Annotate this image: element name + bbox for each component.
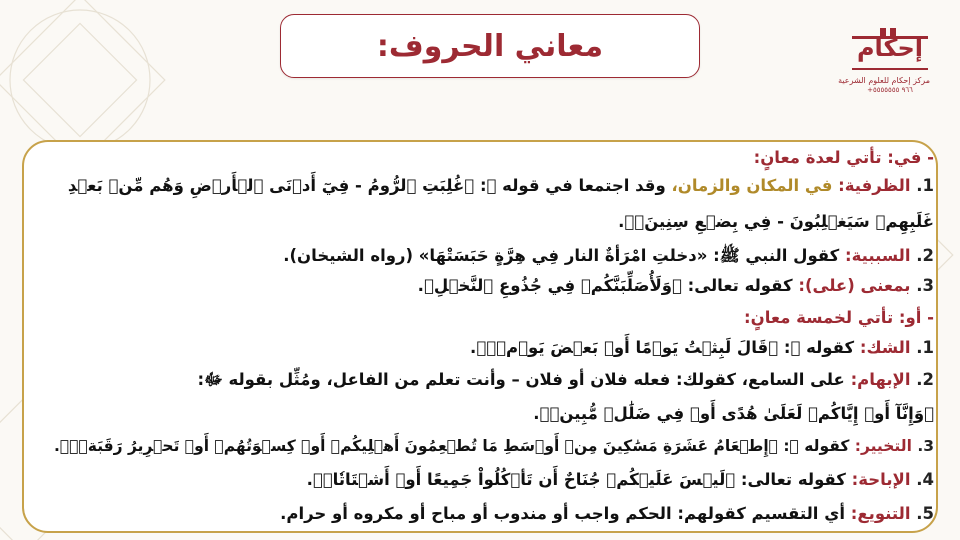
- section-heading-aw: - أو: تأتي لخمسة معانٍ:: [744, 308, 934, 327]
- title-box: [280, 14, 700, 78]
- item-number: 2.: [916, 246, 934, 265]
- list-item-fi-1-continuation: غَلَبِهِمۡ سَيَغۡلِبُونَ - فِي بِضۡعِ سِنِينَۗ﴾.: [618, 212, 934, 231]
- item-number: 3.: [917, 437, 934, 455]
- list-item-aw-2-continuation: ﴿وَإِنَّآ أَوۡ إِيَّاكُمۡ لَعَلَىٰ هُدًى أَوۡ فِي ضَلَٰلٖ مُّبِينٖ﴾.: [533, 404, 934, 423]
- item-text: كقوله تعالى: ﴿وَلَأُصَلِّبَنَّكُمۡ فِي جُذُوعِ ٱلنَّخۡلِ﴾.: [417, 276, 793, 295]
- list-item-aw-4: [307, 468, 934, 492]
- item-text: أي التقسيم كقولهم: الحكم واجب أو مندوب أو مباح أو مكروه أو حرام.: [280, 504, 845, 523]
- list-item-aw-1: [470, 336, 934, 360]
- item-number: 1.: [916, 176, 934, 195]
- item-text: وقد اجتمعا في قوله ﷻ: ﴿غُلِبَتِ ٱلرُّومُ - فِيٓ أَدۡنَى ٱلۡأَرۡضِ وَهُم مِّنۢ بَعۡدِ: [67, 176, 666, 195]
- item-number: 2.: [916, 370, 934, 389]
- item-text: كقوله ﷻ: ﴿إِطۡعَامُ عَشَرَةِ مَسَٰكِينَ مِنۡ أَوۡسَطِ مَا تُطۡعِمُونَ أَهۡلِيكُمۡ أَوۡ كِسۡوَتُهُمۡ أَوۡ تَحۡرِيرُ رَقَبَةٖۖ﴾.: [54, 437, 850, 455]
- item-text: كقول النبي ﷺ: «دخلتِ امْرَأةٌ النار فِي هِرَّةٍ حَبَسَتْهَا» (رواه الشيخان).: [283, 246, 840, 265]
- item-number: 3.: [916, 276, 934, 295]
- section-heading-fi: - في: تأتي لعدة معانٍ:: [753, 148, 934, 167]
- item-highlight: في المكان والزمان،: [671, 176, 833, 195]
- item-text: كقوله تعالى: ﴿لَيۡسَ عَلَيۡكُمۡ جُنَاحٌ أَن تَأۡكُلُواْ جَمِيعًا أَوۡ أَشۡتَاتٗاۚ﴾.: [306, 470, 846, 489]
- item-text: كقوله ﷻ: ﴿قَالَ لَبِثۡتُ يَوۡمًا أَوۡ بَعۡضَ يَوۡمٖۖ﴾.: [470, 338, 855, 357]
- item-label: الظرفية:: [838, 176, 911, 195]
- list-item-aw-3: [54, 434, 934, 458]
- logo-subtitle: مركز إحكام للعلوم الشرعية: [838, 76, 930, 85]
- item-number: 1.: [916, 338, 934, 357]
- list-item-aw-2: [197, 368, 934, 392]
- list-item-aw-5: [280, 502, 934, 526]
- list-item-fi-3: [418, 274, 934, 298]
- item-number: 5.: [916, 504, 934, 523]
- logo-number: +٩٦٦ ٥٥٥٥٥٥٥: [867, 86, 913, 94]
- item-label: الإبهام:: [850, 370, 911, 389]
- item-label: السببية:: [845, 246, 911, 265]
- logo-brand-text: إحكام: [856, 34, 924, 62]
- item-label: الشك:: [859, 338, 911, 357]
- list-item-fi-1: [68, 174, 934, 198]
- list-item-fi-2: [283, 244, 934, 268]
- item-label: الإباحة:: [851, 470, 911, 489]
- item-label: بمعنى (على):: [798, 276, 911, 295]
- item-number: 4.: [916, 470, 934, 489]
- item-label: التخيير:: [854, 437, 912, 455]
- item-label: التنويع:: [850, 504, 911, 523]
- page-title: معاني الحروف:: [376, 28, 604, 64]
- item-text: على السامع، كقولك: فعله فلان أو فلان – وأنت تعلم من الفاعل، ومُثِّل بقوله ﷻ:: [197, 370, 845, 389]
- logo: [838, 28, 930, 98]
